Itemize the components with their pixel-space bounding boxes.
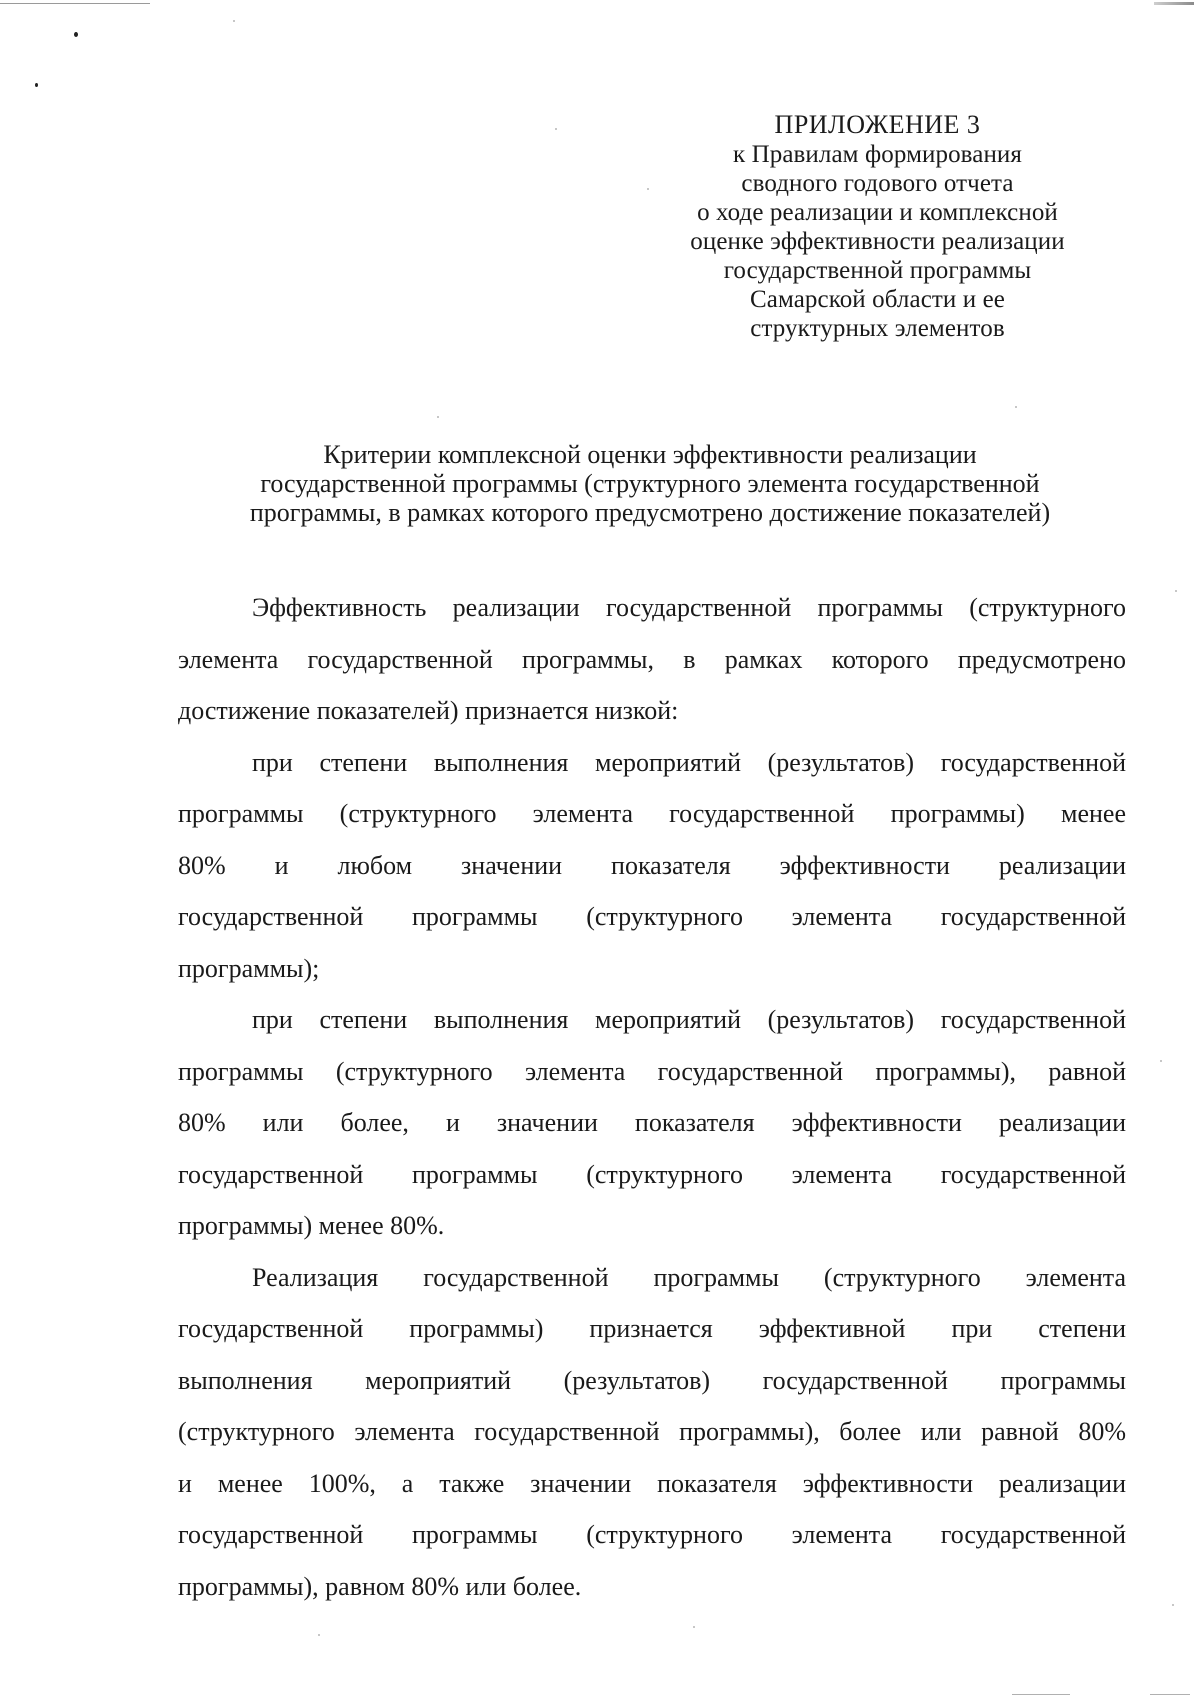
paragraph-line: при степени выполнения мероприятий (результатов) государственной xyxy=(252,1005,1126,1034)
paragraph-line: Реализация государственной программы (структурного элемента xyxy=(252,1262,1126,1292)
paragraph-line: и менее 100%, а также значении показателя эффективности реализации xyxy=(178,1468,1126,1498)
paragraph-line: при степени выполнения мероприятий (результатов) государственной xyxy=(252,747,1126,777)
scan-speck xyxy=(1015,406,1017,408)
appendix-line: к Правилам формирования xyxy=(732,141,1023,168)
paragraph-line: государственной программы (структурного элемента государственной xyxy=(178,1159,1126,1189)
paragraph-line: достижение показателей) признается низкой: xyxy=(178,696,679,725)
scan-artifact-line xyxy=(0,3,150,4)
appendix-line: структурных элементов xyxy=(750,315,1005,342)
appendix-block xyxy=(600,110,1155,343)
paragraph-line: государственной программы) признается эффективной при степени xyxy=(178,1314,1126,1343)
scan-speck xyxy=(318,1634,320,1636)
scan-artifact-line xyxy=(1150,1694,1190,1695)
scan-artifact-line xyxy=(1012,1694,1070,1695)
paragraph xyxy=(178,582,1126,737)
heading-line: государственной программы (структурного элемента государственной xyxy=(260,469,1040,498)
paragraph-line: программы), равном 80% или более. xyxy=(178,1571,582,1601)
paragraph-line: выполнения мероприятий (результатов) государственной программы xyxy=(178,1365,1126,1395)
paragraph-line: 80% или более, и значении показателя эффективности реализации xyxy=(178,1108,1126,1137)
paragraph-line: (структурного элемента государственной программы), более или равной 80% xyxy=(178,1417,1126,1446)
paragraph xyxy=(178,737,1126,995)
heading-line: Критерии комплексной оценки эффективности реализации xyxy=(323,440,977,469)
appendix-line: государственной программы xyxy=(723,257,1032,284)
scan-speck xyxy=(437,416,439,418)
scan-speck xyxy=(1160,1060,1162,1062)
scan-speck xyxy=(1175,590,1177,592)
heading-line: программы, в рамках которого предусмотрено достижение показателей) xyxy=(249,498,1051,527)
document-heading xyxy=(170,440,1130,527)
scan-speck xyxy=(1172,1604,1174,1606)
paragraph-line: Эффективность реализации государственной программы (структурного xyxy=(252,593,1126,622)
paragraph-line: программы (структурного элемента государственной программы), равной xyxy=(178,1056,1126,1086)
scan-artifact-dot xyxy=(35,83,38,87)
paragraph-line: программы); xyxy=(178,953,320,983)
scan-artifact-dot xyxy=(74,32,78,37)
body-text xyxy=(178,582,1126,1612)
paragraph-line: 80% и любом значении показателя эффективности реализации xyxy=(178,850,1126,880)
scan-speck xyxy=(555,128,557,130)
appendix-line: Самарской области и ее xyxy=(750,286,1005,313)
appendix-line: о ходе реализации и комплексной xyxy=(697,199,1058,226)
paragraph-line: программы (структурного элемента государственной программы) менее xyxy=(178,799,1126,828)
paragraph xyxy=(178,1252,1126,1613)
scan-speck xyxy=(233,20,235,22)
paragraph-line: программы) менее 80%. xyxy=(178,1211,445,1240)
paragraph xyxy=(178,994,1126,1252)
appendix-title: ПРИЛОЖЕНИЕ 3 xyxy=(774,110,981,139)
scan-speck xyxy=(693,1626,695,1628)
appendix-line: сводного годового отчета xyxy=(741,170,1014,197)
appendix-line: оценке эффективности реализации xyxy=(690,228,1065,255)
scan-artifact-corner xyxy=(1154,2,1194,5)
paragraph-line: государственной программы (структурного элемента государственной xyxy=(178,1520,1126,1549)
paragraph-line: государственной программы (структурного элемента государственной xyxy=(178,902,1126,931)
paragraph-line: элемента государственной программы, в рамках которого предусмотрено xyxy=(178,644,1126,674)
